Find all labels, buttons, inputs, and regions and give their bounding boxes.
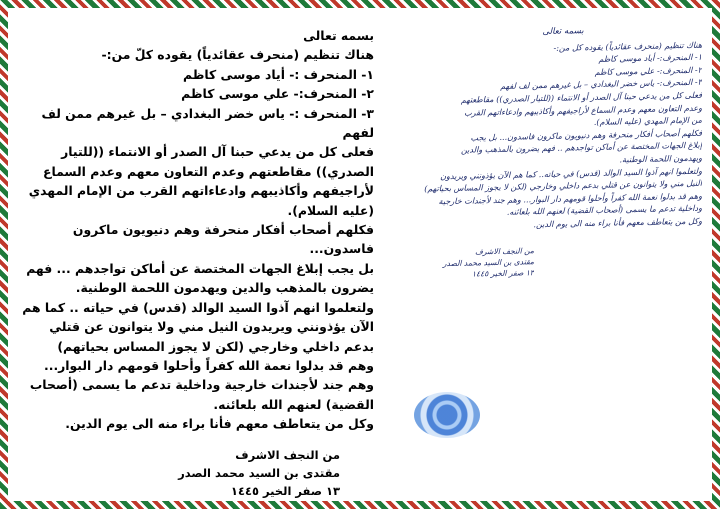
handwritten-line: فعلى كل من يدعي حبنا آل الصدر أو الانتماء ((للتيار الصدري)) مقاطعتهم: [460, 89, 702, 105]
handwritten-signature-line: من النجف الاشرف: [474, 245, 534, 256]
typed-line: بل يجب إبلاغ الجهات المختصة عن أماكن تواجدهم ... فهم يضرون بالمذهب والدين ويهدمون اللحمة الوطنية.: [26, 260, 374, 296]
typed-signature-line: مقتدى بن السيد محمد الصدر: [178, 465, 340, 480]
handwritten-line: وكل من يتعاطف معهم فأنا براء منه الى يوم الدين.: [533, 215, 702, 230]
document-page: [14, 14, 706, 498]
handwritten-signature-line: مقتدى بن السيد محمد الصدر: [442, 256, 534, 268]
handwritten-signature-block: [384, 241, 702, 281]
typed-line: ١- المنحرف :- أياد موسى كاظم: [183, 66, 374, 82]
official-seal-stamp: [414, 392, 480, 438]
handwritten-signature-line: ١٣ صفر الخير ١٤٤٥: [471, 267, 534, 278]
handwritten-line: وداخلية تدعم ما يسمى (أصحاب القضية) لعنهم الله بلعائنه.: [506, 202, 702, 218]
handwritten-line: ١- المنحرف:- أياد موسى كاظم: [598, 51, 702, 65]
typed-line: وكل من يتعاطف معهم فأنا براء منه الى يوم الدين.: [65, 416, 374, 432]
typed-line: فعلى كل من يدعي حبنا آل الصدر أو الانتماء ((للتيار الصدري)) مقاطعتهم وعدم التعاون معهم وعدم السماع لأراجيفهم وأكاذيبهم وادعاءاتهم القرب من الإمام المهدي (عليه السلام).: [28, 144, 374, 218]
typed-line: ٣- المنحرف :- ياس خضر البغدادي – بل غيرهم ممن لف لفهم: [41, 105, 374, 141]
handwritten-line: ويهدمون اللحمة الوطنية.: [619, 152, 702, 165]
handwritten-line: وهم قد بدلوا نعمة الله كفراً وأحلوا قومهم دار البوار... وهم جند لأجندات خارجية: [438, 190, 702, 206]
typed-line: هناك تنظيم (منحرف عقائدياً) يقوده كلّ من:-: [101, 47, 374, 63]
typed-basmala: بسمه تعالى: [303, 28, 374, 43]
typed-line: ولتعلموا انهم آذوا السيد الوالد (قدس) في حياته .. كما هم الآن يؤذونني ويريدون النيل مني ولا يتوانون عن قتلي بدعم داخلي وخارجي (لكن لا يجوز المساس بحياتهم): [22, 299, 374, 354]
handwritten-line: ٣- المنحرف:- ياس خضر البغدادي – بل غيرهم ممن لف لفهم: [500, 77, 702, 92]
typed-line: فكلهم أصحاب أفكار منحرفة وهم دنيويون ماكرون فاسدون...: [72, 222, 374, 257]
handwritten-line: ٢- المنحرف:- علي موسى كاظم: [594, 64, 702, 77]
typed-signature-line: من النجف الاشرف: [235, 447, 340, 462]
typed-line: ٢- المنحرف:- علي موسى كاظم: [181, 86, 374, 102]
typed-statement: [20, 26, 374, 496]
handwritten-line: ولتعلموا انهم آذوا السيد الوالد (قدس) في حياته.. كما هم الآن يؤذونني ويريدون: [440, 165, 702, 181]
handwritten-line: النيل مني ولا يتوانون عن قتلي بدعم داخلي وخارجي (لكن لا يجوز المساس بحياتهم): [424, 177, 702, 194]
handwritten-line: إبلاغ الجهات المختصة عن أماكن تواجدهم .. فهم يضرون بالمذهب والدين: [460, 140, 702, 156]
typed-signature-block: [20, 446, 374, 500]
handwritten-line: من الإمام المهدي (عليه السلام).: [593, 114, 702, 128]
typed-signature-line: ١٣ صفر الخير ١٤٤٥: [230, 483, 340, 498]
handwritten-line: هناك تنظيم (منحرف عقائدياً) يقوده كل من:-: [553, 39, 702, 53]
handwritten-line: وعدم التعاون معهم وعدم السماع لأراجيفهم وأكاذيبهم وادعاءاتهم القرب: [464, 102, 702, 118]
typed-line: وهم قد بدلوا نعمة الله كفراً وأحلوا قومهم دار البوار... وهم جند لأجندات خارجية وداخلية تدعم ما يسمى (أصحاب القضية) لعنهم الله بلعائنه.: [29, 357, 374, 412]
handwritten-line: فكلهم أصحاب أفكار منحرفة وهم دنيويون ماكرون فاسدون... بل يجب: [470, 127, 702, 143]
handwritten-title: بسمه تعالى: [542, 26, 584, 38]
